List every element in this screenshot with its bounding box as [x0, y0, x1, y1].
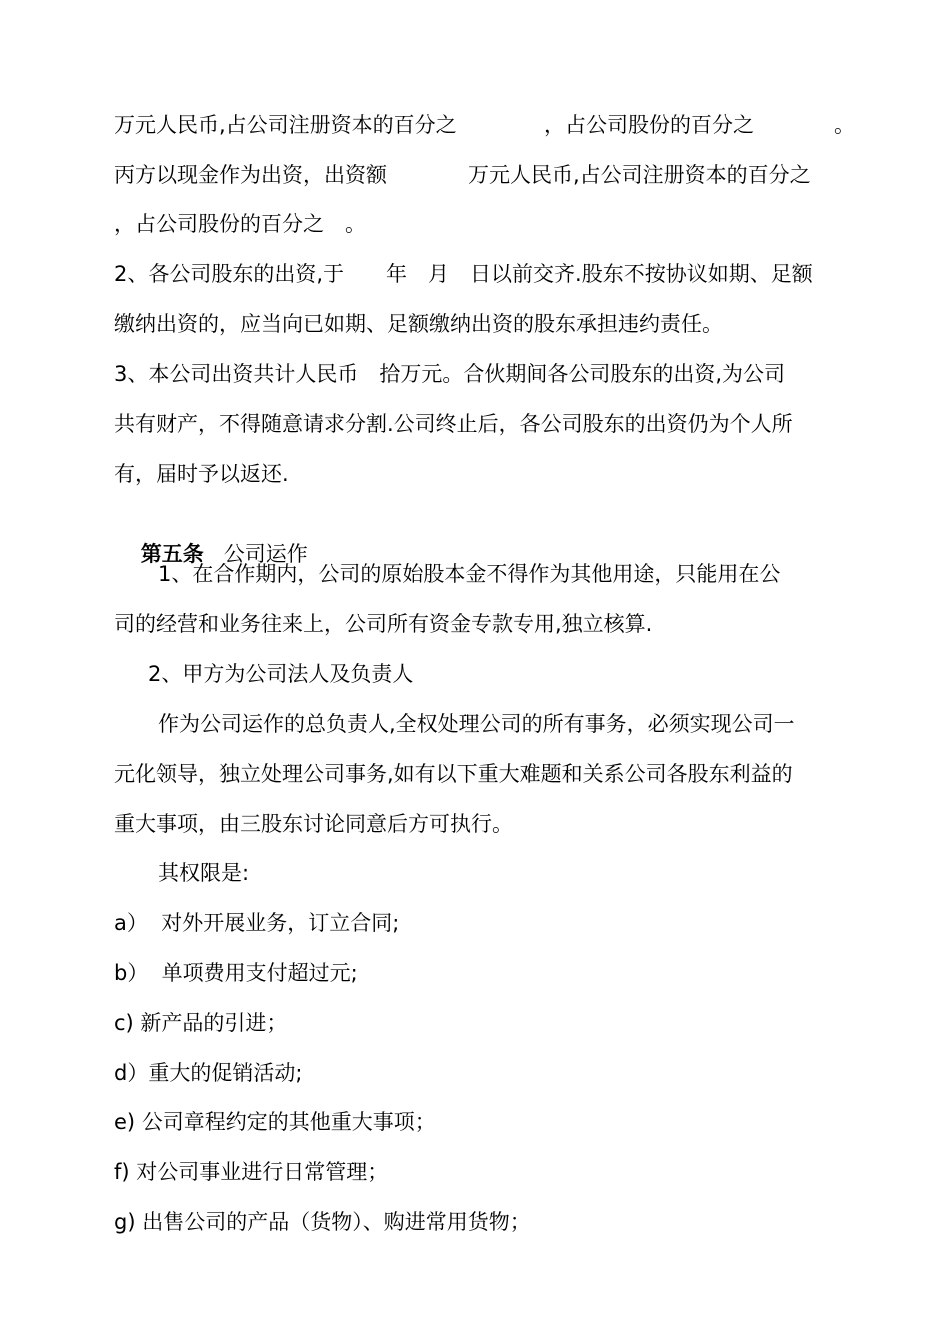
- list-item: c) 新产品的引进；: [114, 1011, 288, 1035]
- text-line: 其权限是:: [158, 861, 250, 885]
- text-line: ，占公司股份的百分之 。: [114, 212, 366, 236]
- text-line: 重大事项，由三股东讨论同意后方可执行。: [114, 812, 513, 836]
- text-line: 司的经营和业务往来上，公司所有资金专款专用,独立核算.: [114, 612, 653, 636]
- list-item: d）重大的促销活动;: [114, 1061, 303, 1085]
- text-segment: 丙方以现金作为出资，出资额: [114, 163, 387, 187]
- list-item: b） 单项费用支付超过元;: [114, 961, 358, 985]
- text-line: 缴纳出资的，应当向已如期、足额缴纳出资的股东承担违约责任。: [114, 312, 723, 336]
- text-line: [114, 160, 854, 190]
- text-segment: ，占公司股份的百分之: [544, 113, 754, 137]
- text-segment: 万元人民币,占公司注册资本的百分之: [468, 163, 811, 187]
- list-item: g) 出售公司的产品（货物）、购进常用货物；: [114, 1210, 531, 1234]
- text-line: 3、本公司出资共计人民币 拾万元。合伙期间各公司股东的出资,为公司: [114, 362, 786, 386]
- text-line: 1、在合作期内，公司的原始股本金不得作为其他用途，只能用在公: [158, 562, 781, 586]
- text-segment: 万元人民币,占公司注册资本的百分之: [114, 113, 457, 137]
- text-line: 共有财产，不得随意请求分割.公司终止后，各公司股东的出资仍为个人所: [114, 412, 793, 436]
- text-line: 有，届时予以返还.: [114, 462, 289, 486]
- list-item: e) 公司章程约定的其他重大事项；: [114, 1110, 436, 1134]
- list-item: a） 对外开展业务，订立合同;: [114, 911, 400, 935]
- list-item: f) 对公司事业进行日常管理；: [114, 1160, 389, 1184]
- text-line: [114, 110, 854, 140]
- text-line: 元化领导，独立处理公司事务,如有以下重大难题和关系公司各股东利益的: [114, 762, 793, 786]
- text-line: 2、各公司股东的出资,于 年 月 日以前交齐.股东不按协议如期、足额: [114, 262, 813, 286]
- text-line: 作为公司运作的总负责人,全权处理公司的所有事务，必须实现公司一: [158, 712, 795, 736]
- section-number: 第五条: [140, 542, 204, 566]
- text-line: 2、甲方为公司法人及负责人: [148, 662, 414, 686]
- text-segment: 。: [834, 113, 855, 137]
- section-title: 公司运作: [223, 542, 308, 566]
